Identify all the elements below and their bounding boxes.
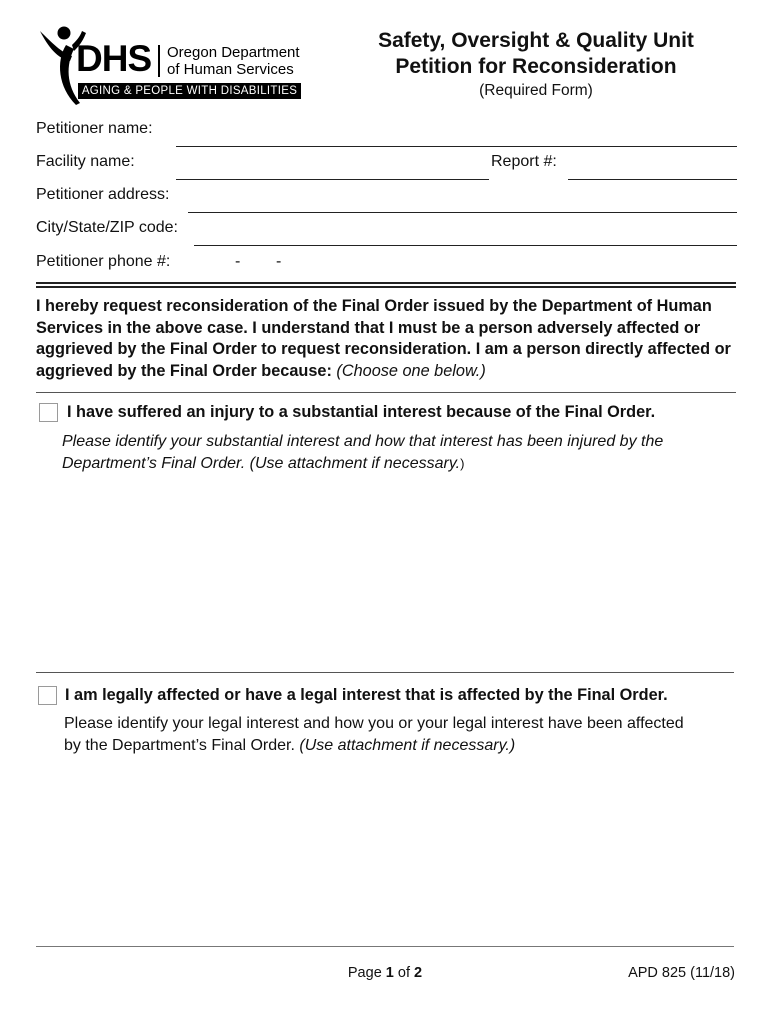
page-number: 1 <box>385 965 394 981</box>
city-state-zip-field[interactable] <box>194 245 737 246</box>
legal-interest-option-label: I am legally affected or have a legal interest that is affected by the Final Order. <box>65 686 668 704</box>
legal-interest-instructions <box>64 713 704 757</box>
substantial-interest-option-label: I have suffered an injury to a substantial interest because of the Final Order. <box>67 403 656 421</box>
petitioner-name-label: Petitioner name: <box>36 120 153 137</box>
report-number-field[interactable] <box>568 179 737 180</box>
substantial-interest-instructions-close: ) <box>460 456 465 471</box>
phone-separator-2: - <box>276 253 282 270</box>
option-divider <box>36 672 734 673</box>
logo-division-band: AGING & PEOPLE WITH DISABILITIES <box>78 83 301 99</box>
petitioner-phone-label: Petitioner phone #: <box>36 253 171 270</box>
statement-rule <box>36 392 736 393</box>
legal-interest-instructions-text: Please identify your legal interest and how you or your legal interest have been affected by the Department’s Final Order. <box>64 715 684 754</box>
substantial-interest-instructions <box>62 431 734 475</box>
legal-interest-checkbox[interactable] <box>38 686 57 705</box>
legal-interest-instructions-italic: (Use attachment if necessary.) <box>299 737 516 754</box>
footer-rule <box>36 946 734 947</box>
logo-figure-head <box>58 27 71 40</box>
city-state-zip-label: City/State/ZIP code: <box>36 219 178 236</box>
form-code: APD 825 (11/18) <box>628 965 735 981</box>
statement-text: I hereby request reconsideration of the Final Order issued by the Department of Human Services in the above case. I understand that I must be a person adversely affected or aggrieved by the Final Order to request reconsideration. I am a person directly affected or aggrieved by the Final Order because: <box>36 297 731 380</box>
substantial-interest-checkbox[interactable] <box>39 403 58 422</box>
page-total: 2 <box>414 965 423 981</box>
statement-instruction: (Choose one below.) <box>336 361 486 380</box>
legal-interest-response-area[interactable] <box>64 762 734 938</box>
section-divider-bottom <box>36 286 736 288</box>
form-subtitle: (Required Form) <box>479 82 593 99</box>
reconsideration-statement <box>36 296 736 382</box>
report-number-label: Report #: <box>491 153 557 170</box>
logo-acronym: DHS <box>76 38 152 79</box>
logo-org-line2: of Human Services <box>167 61 294 78</box>
petitioner-address-label: Petitioner address: <box>36 186 170 203</box>
page-prefix: Page <box>347 965 382 981</box>
phone-separator-1: - <box>235 253 241 270</box>
facility-name-field[interactable] <box>176 179 489 180</box>
substantial-interest-response-area[interactable] <box>62 480 734 666</box>
petitioner-name-field[interactable] <box>176 146 737 147</box>
facility-name-label: Facility name: <box>36 153 135 170</box>
petitioner-address-field[interactable] <box>188 212 737 213</box>
page-indicator <box>300 965 470 981</box>
logo-divider <box>158 45 160 77</box>
page-of: of <box>397 965 410 981</box>
petitioner-phone-field[interactable] <box>192 253 737 275</box>
form-title-line1: Safety, Oversight & Quality Unit <box>378 29 694 52</box>
form-title-line2: Petition for Reconsideration <box>395 55 677 78</box>
logo-org-line1: Oregon Department <box>167 44 300 61</box>
substantial-interest-instructions-text: Please identify your substantial interest and how that interest has been injured by the Department’s Final Order. (Use attachment if necessary. <box>62 433 664 472</box>
section-divider-top <box>36 282 736 284</box>
